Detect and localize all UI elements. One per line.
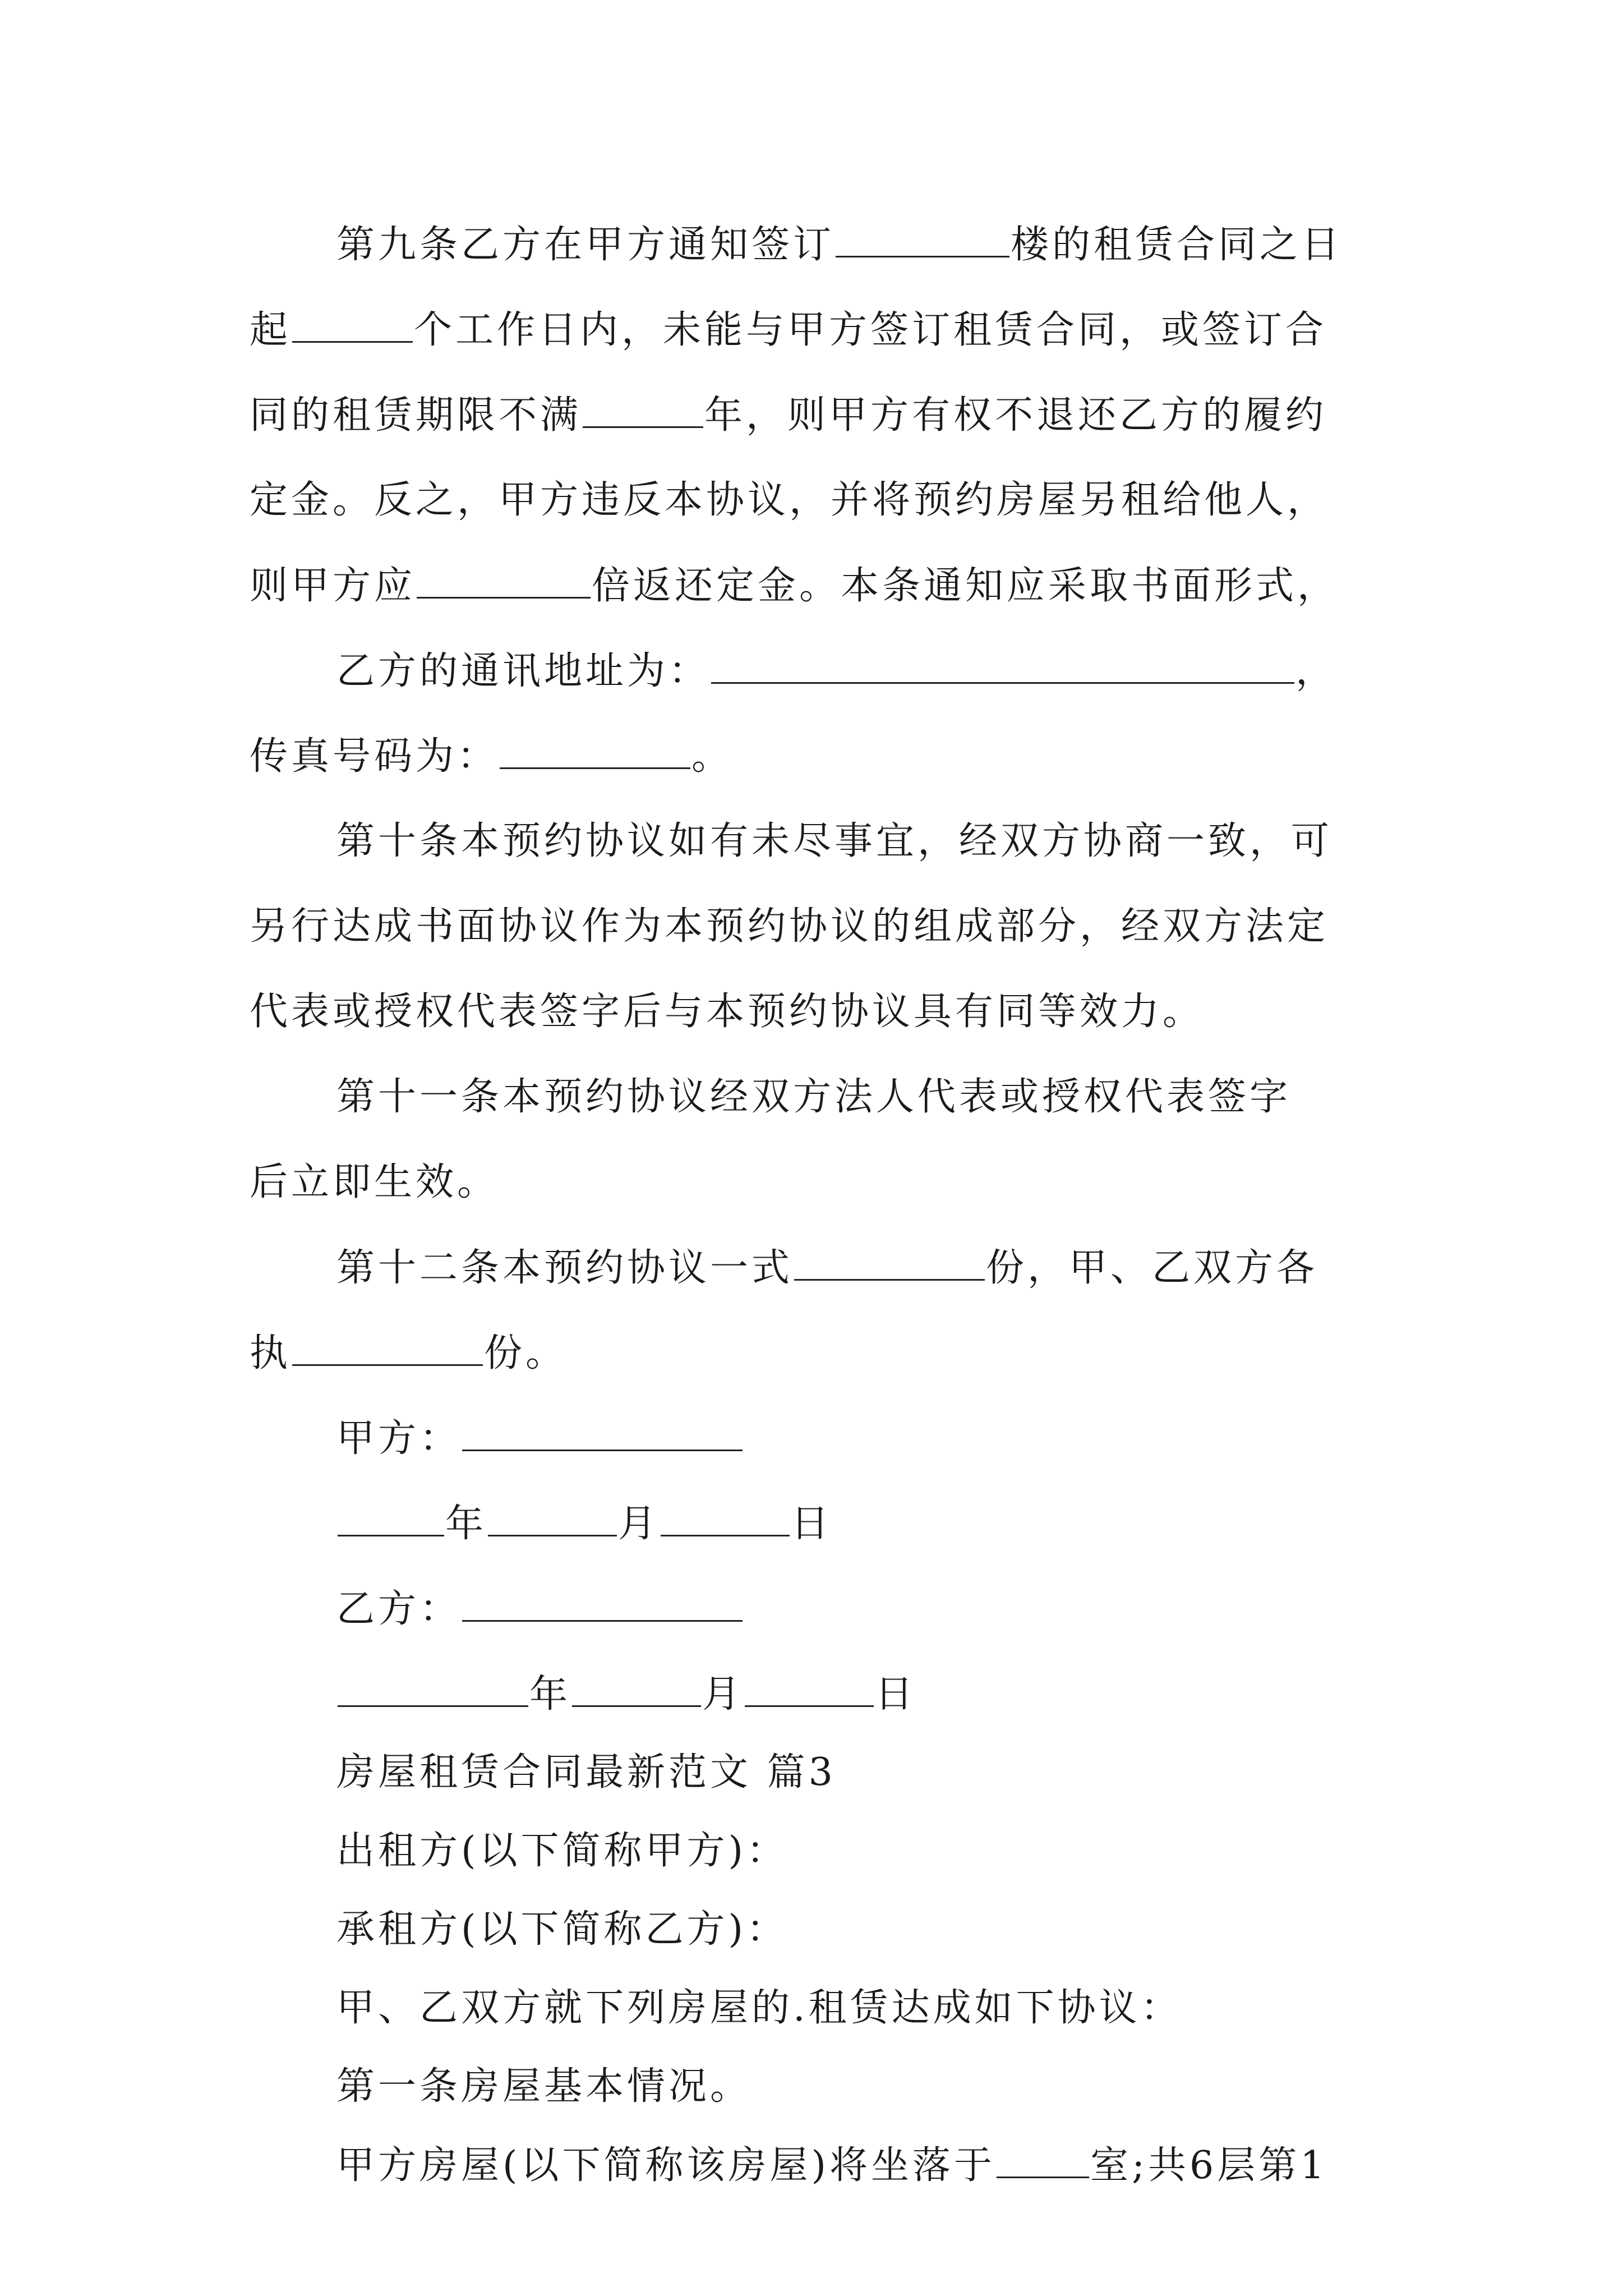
text-segment: 甲方房屋(以下简称该房屋)将坐落于 bbox=[336, 2143, 996, 2188]
text-segment: 第十一条本预约协议经双方法人代表或授权代表签字 bbox=[336, 1075, 1292, 1119]
text-segment: 室;共6层第1 bbox=[1090, 2143, 1328, 2188]
text-segment: ， bbox=[1295, 649, 1338, 693]
fill-blank bbox=[292, 302, 413, 343]
text-segment: 甲、乙双方就下列房屋的.租赁达成如下协议： bbox=[336, 1986, 1182, 2030]
text-segment: 年 bbox=[529, 1672, 571, 1717]
date-line-party-b bbox=[336, 1666, 916, 1722]
fill-blank bbox=[292, 1325, 483, 1366]
text-segment: 日 bbox=[875, 1672, 917, 1717]
text-line bbox=[336, 813, 1332, 869]
fill-blank bbox=[794, 1240, 985, 1281]
text-segment: 个工作日内，未能与甲方签订租赁合同，或签订合 bbox=[414, 308, 1327, 352]
text-segment: 传真号码为： bbox=[250, 734, 499, 779]
text-segment: 楼的租赁合同之日 bbox=[1011, 223, 1343, 267]
fill-blank bbox=[997, 2137, 1089, 2178]
section-heading bbox=[336, 1745, 836, 1801]
text-line bbox=[336, 1240, 1318, 1296]
text-line bbox=[250, 387, 1327, 443]
text-line bbox=[336, 2137, 1328, 2193]
text-segment: 年 bbox=[445, 1502, 487, 1546]
text-line bbox=[336, 217, 1343, 273]
text-segment: 第九条乙方在甲方通知签订 bbox=[336, 223, 835, 267]
text-segment: 年，则甲方有权不退还乙方的履约 bbox=[704, 393, 1327, 438]
text-segment: 份，甲、乙双方各 bbox=[986, 1246, 1318, 1290]
text-line bbox=[336, 643, 1337, 699]
text-line bbox=[336, 1902, 788, 1958]
text-line bbox=[336, 1980, 1182, 2036]
text-segment: 月 bbox=[618, 1502, 660, 1546]
text-line bbox=[336, 1823, 788, 1879]
text-segment: 。 bbox=[691, 734, 734, 779]
text-line bbox=[250, 558, 1339, 614]
text-line bbox=[250, 472, 1329, 528]
signature-line-party-a bbox=[336, 1410, 744, 1466]
text-line bbox=[250, 302, 1327, 358]
fill-blank bbox=[338, 1496, 444, 1536]
text-segment: 倍返还定金。本条通知应采取书面形式， bbox=[592, 564, 1339, 608]
fill-blank bbox=[417, 558, 591, 599]
text-segment: 日 bbox=[791, 1502, 833, 1546]
text-segment: 第一条房屋基本情况。 bbox=[336, 2064, 752, 2109]
text-line bbox=[250, 728, 733, 784]
text-segment: 第十条本预约协议如有未尽事宜，经双方协商一致，可 bbox=[336, 819, 1333, 863]
text-segment: 同的租赁期限不满 bbox=[250, 393, 582, 438]
text-segment: 另行达成书面协议作为本预约协议的组成部分，经双方法定 bbox=[250, 904, 1329, 949]
signature-line-party-b bbox=[336, 1581, 744, 1637]
text-segment: 定金。反之，甲方违反本协议，并将预约房屋另租给他人， bbox=[250, 478, 1329, 522]
fill-blank bbox=[462, 1581, 743, 1622]
text-segment: 后立即生效。 bbox=[250, 1160, 499, 1204]
fill-blank bbox=[661, 1496, 790, 1536]
text-segment: 第十二条本预约协议一式 bbox=[336, 1246, 794, 1290]
text-segment: 承租方(以下简称乙方)： bbox=[336, 1907, 789, 1952]
text-segment: 月 bbox=[702, 1672, 744, 1717]
fill-blank bbox=[745, 1666, 874, 1707]
text-segment: 乙方： bbox=[336, 1587, 462, 1631]
fill-blank bbox=[583, 387, 703, 428]
fill-blank bbox=[338, 1666, 528, 1707]
text-line bbox=[250, 1325, 567, 1381]
fill-blank bbox=[462, 1410, 743, 1451]
text-segment: 房屋租赁合同最新范文 篇3 bbox=[336, 1750, 836, 1795]
text-line bbox=[336, 2059, 751, 2115]
fill-blank bbox=[488, 1496, 617, 1536]
fill-blank bbox=[500, 728, 690, 769]
date-line-party-a bbox=[336, 1496, 832, 1552]
text-segment: 起 bbox=[250, 308, 292, 352]
text-line bbox=[250, 984, 1204, 1040]
text-line bbox=[250, 899, 1329, 955]
fill-blank bbox=[836, 217, 1009, 257]
text-segment: 出租方(以下简称甲方)： bbox=[336, 1829, 789, 1873]
text-segment: 则甲方应 bbox=[250, 564, 416, 608]
text-segment: 份。 bbox=[484, 1331, 568, 1375]
text-line bbox=[336, 1069, 1291, 1125]
text-segment: 执 bbox=[250, 1331, 292, 1375]
text-segment: 乙方的通讯地址为： bbox=[336, 649, 711, 693]
text-segment: 甲方： bbox=[336, 1416, 462, 1461]
fill-blank bbox=[572, 1666, 701, 1707]
fill-blank bbox=[711, 643, 1294, 684]
text-segment: 代表或授权代表签字后与本预约协议具有同等效力。 bbox=[250, 990, 1205, 1034]
text-line bbox=[250, 1154, 499, 1211]
